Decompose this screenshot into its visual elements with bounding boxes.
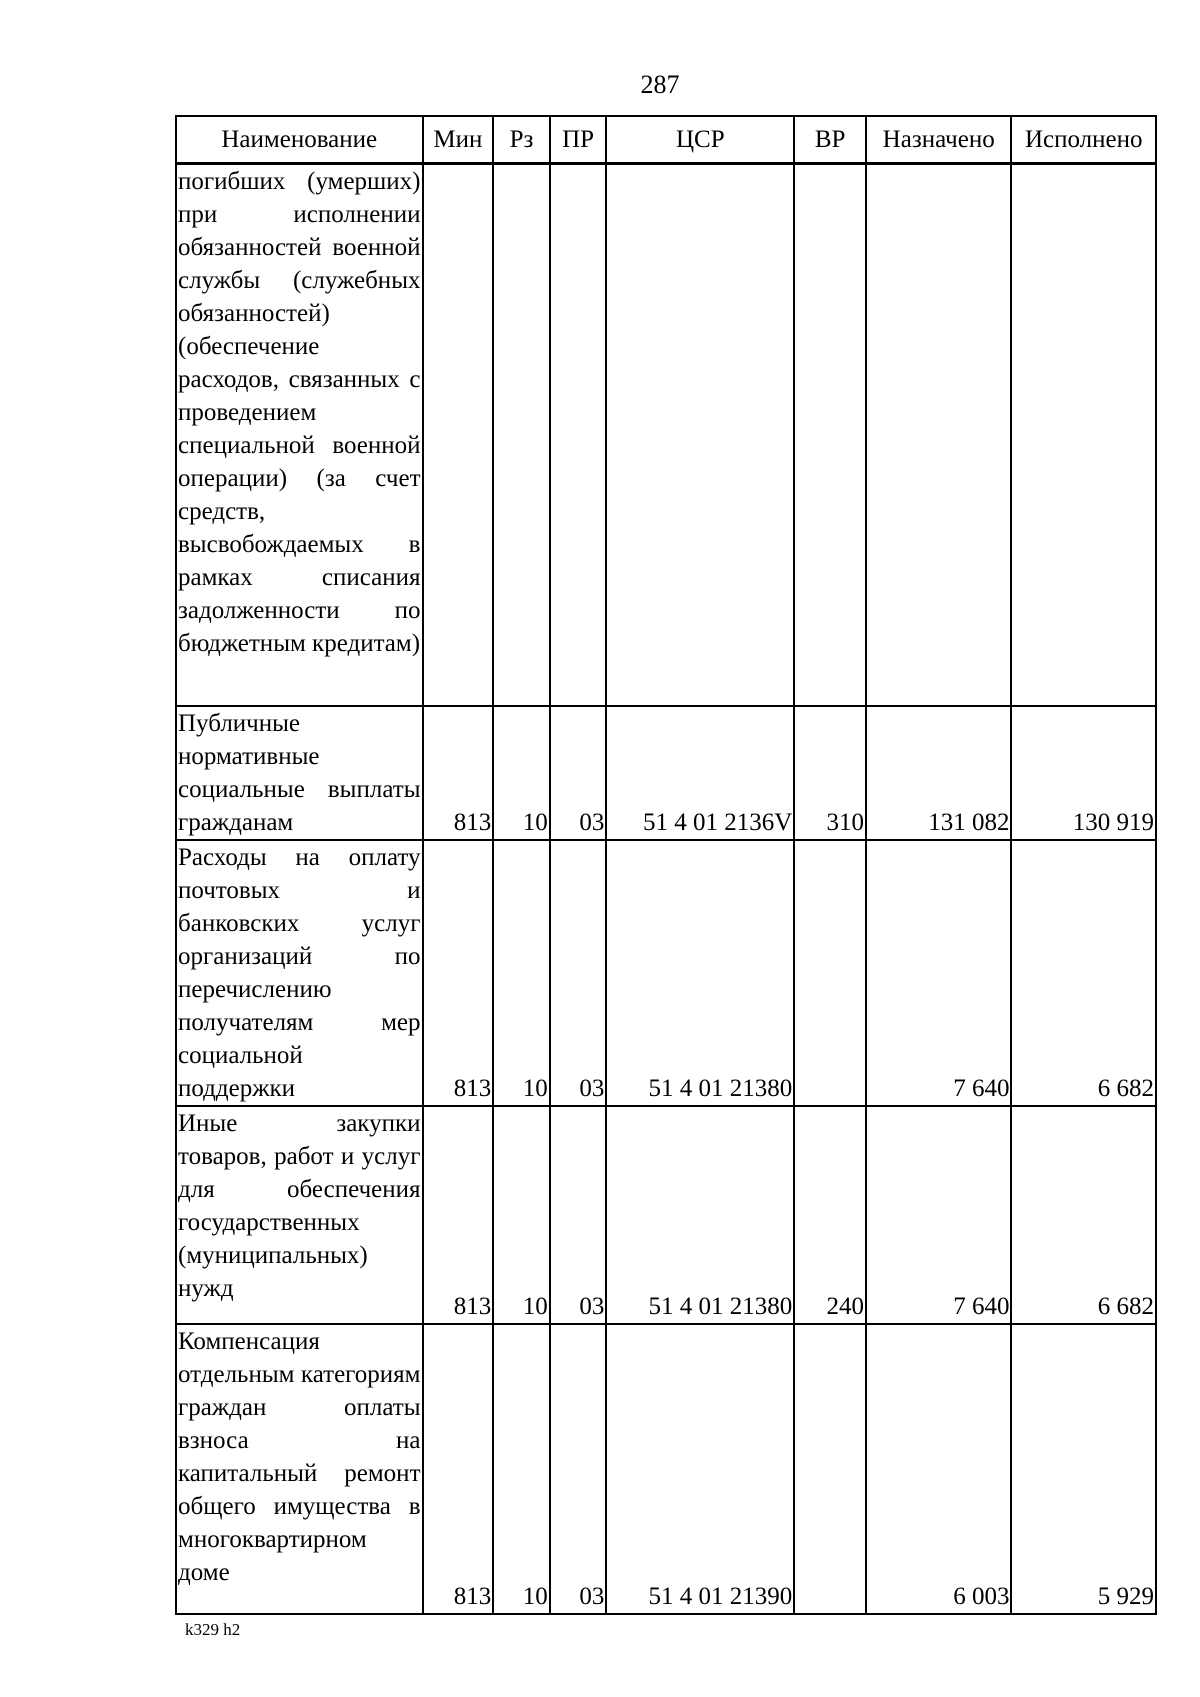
- row-csr: [606, 164, 794, 706]
- row-naznacheno: [866, 164, 1011, 706]
- row-name: погибших (умерших) при исполнении обязанностей военной службы (служебных обязанностей) (обеспечение расходов, связанных с проведением специальной военной операции) (за счет средств, высвобождаемых в рамках списания задолженности по бюджетным кредитам): [176, 164, 423, 706]
- row-csr: 51 4 01 21380: [606, 840, 794, 1106]
- table-row: [176, 1324, 1156, 1614]
- row-pr: [550, 164, 607, 706]
- table-row: [176, 706, 1156, 840]
- row-rz: 10: [493, 840, 550, 1106]
- row-naznacheno: 7 640: [866, 1106, 1011, 1324]
- row-naznacheno: 131 082: [866, 706, 1011, 840]
- header-csr: ЦСР: [606, 116, 794, 164]
- page-number: 287: [640, 70, 680, 99]
- row-min: 813: [423, 840, 494, 1106]
- row-ispolneno: [1011, 164, 1156, 706]
- row-name: Публичные нормативные социальные выплаты гражданам: [176, 706, 423, 840]
- row-ispolneno: 6 682: [1011, 840, 1156, 1106]
- table-row: [176, 840, 1156, 1106]
- row-vr: [794, 164, 866, 706]
- footer-code: k329 h2: [185, 1620, 241, 1639]
- header-name: Наименование: [176, 116, 423, 164]
- row-naznacheno: 6 003: [866, 1324, 1011, 1614]
- row-rz: 10: [493, 1106, 550, 1324]
- row-name: Расходы на оплату почтовых и банковских услуг организаций по перечислению получателям мер социальной поддержки: [176, 840, 423, 1106]
- table-row: [176, 164, 1156, 706]
- row-ispolneno: 6 682: [1011, 1106, 1156, 1324]
- row-vr: 310: [794, 706, 866, 840]
- row-rz: 10: [493, 706, 550, 840]
- header-min: Мин: [423, 116, 494, 164]
- table-header-row: [176, 116, 1156, 164]
- header-pr: ПР: [550, 116, 607, 164]
- row-min: 813: [423, 706, 494, 840]
- row-ispolneno: 5 929: [1011, 1324, 1156, 1614]
- row-name: Компенсация отдельным категориям граждан оплаты взноса на капитальный ремонт общего имущества в многоквартирном доме: [176, 1324, 423, 1614]
- header-vr: ВР: [794, 116, 866, 164]
- row-rz: 10: [493, 1324, 550, 1614]
- header-naznacheno: Назначено: [866, 116, 1011, 164]
- row-min: 813: [423, 1106, 494, 1324]
- budget-table: [175, 115, 1157, 1615]
- row-csr: 51 4 01 21380: [606, 1106, 794, 1324]
- row-min: [423, 164, 494, 706]
- row-vr: 240: [794, 1106, 866, 1324]
- header-rz: Рз: [493, 116, 550, 164]
- row-name: Иные закупки товаров, работ и услуг для обеспечения государственных (муниципальных) нужд: [176, 1106, 423, 1324]
- table-row: [176, 1106, 1156, 1324]
- row-vr: [794, 1324, 866, 1614]
- row-csr: 51 4 01 21390: [606, 1324, 794, 1614]
- row-pr: 03: [550, 1324, 607, 1614]
- header-ispolneno: Исполнено: [1011, 116, 1156, 164]
- row-csr: 51 4 01 2136V: [606, 706, 794, 840]
- row-pr: 03: [550, 1106, 607, 1324]
- row-ispolneno: 130 919: [1011, 706, 1156, 840]
- row-rz: [493, 164, 550, 706]
- row-pr: 03: [550, 706, 607, 840]
- row-min: 813: [423, 1324, 494, 1614]
- row-vr: [794, 840, 866, 1106]
- row-pr: 03: [550, 840, 607, 1106]
- row-naznacheno: 7 640: [866, 840, 1011, 1106]
